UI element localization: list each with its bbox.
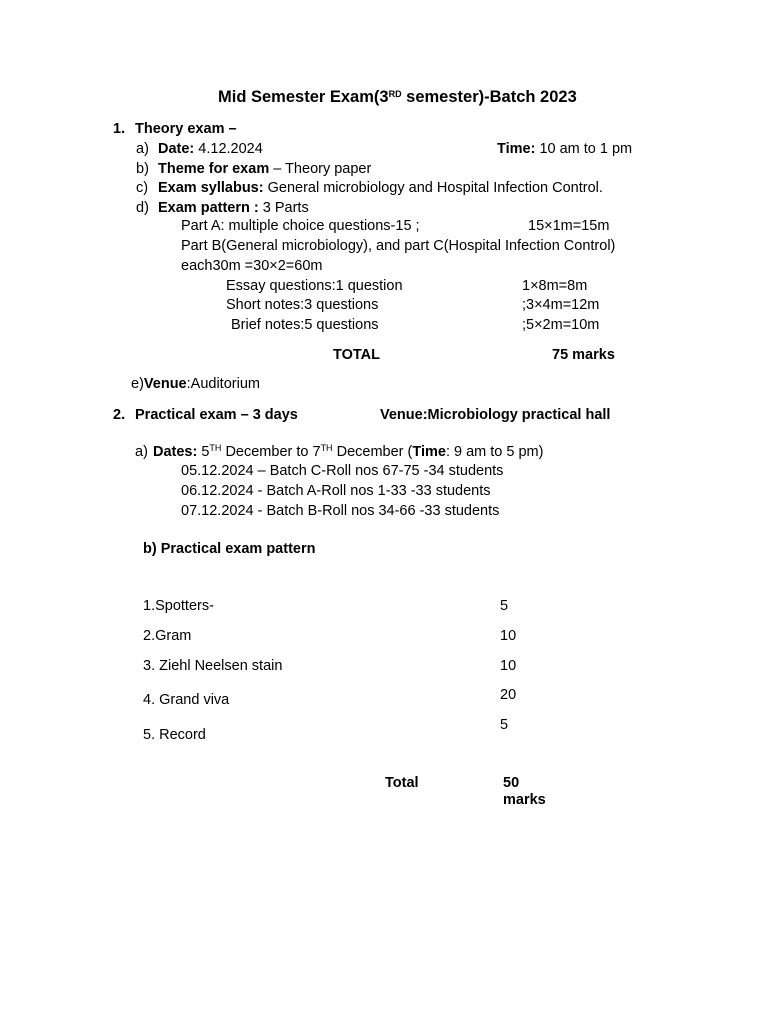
practical-dates-start: 5	[197, 444, 210, 460]
practical-dates	[153, 445, 543, 460]
brief-notes-text: Brief notes:5 questions	[231, 317, 379, 333]
theory-venue	[131, 377, 260, 392]
part-bc-line1: Part B(General microbiology), and part C(Hospital Infection Control)	[181, 238, 616, 254]
theory-theme	[158, 162, 371, 177]
page-title	[218, 89, 577, 106]
batch-line: 05.12.2024 – Batch C-Roll nos 67-75 -34 students	[181, 463, 504, 479]
pattern-item-name: 1.Spotters-	[143, 598, 214, 614]
practical-total-label: Total	[385, 775, 419, 791]
theory-pattern-marker: d)	[136, 200, 149, 216]
part-bc-line2: each30m =30×2=60m	[181, 258, 323, 274]
pattern-item-name: 4. Grand viva	[143, 692, 230, 708]
theory-time-label: Time:	[497, 141, 536, 157]
part-a-marks: 15×1m=15m	[528, 218, 610, 234]
theory-theme-marker: b)	[136, 161, 149, 177]
practical-total-value-line2: marks	[503, 792, 546, 808]
theory-date-value: 4.12.2024	[194, 141, 263, 157]
pattern-item-marks: 10	[500, 628, 517, 644]
practical-total-value-line1: 50	[503, 775, 520, 791]
theory-pattern	[158, 201, 309, 216]
practical-heading: Practical exam – 3 days	[135, 407, 298, 423]
pattern-item-marks: 5	[500, 717, 509, 733]
essay-text: Essay questions:1 question	[226, 278, 403, 294]
title-text: Mid Semester Exam(3	[218, 88, 389, 106]
theory-syllabus-marker: c)	[136, 180, 149, 196]
essay-marks: 1×8m=8m	[522, 278, 588, 294]
pattern-item-name: 3. Ziehl Neelsen stain	[143, 658, 283, 674]
title-text-rest: semester)-Batch 2023	[401, 88, 577, 106]
pattern-item-name: 5. Record	[143, 727, 206, 743]
practical-dates-end-sup: TH	[320, 443, 333, 453]
practical-time-label: Time	[412, 444, 446, 460]
theory-time-value: 10 am to 1 pm	[535, 141, 633, 157]
pattern-item-marks: 5	[500, 598, 509, 614]
practical-dates-label: Dates:	[153, 444, 198, 460]
brief-notes-marks: ;5×2m=10m	[522, 317, 600, 333]
theory-total-label: TOTAL	[333, 347, 380, 363]
theory-total-value: 75 marks	[552, 347, 615, 363]
practical-dates-marker: a)	[135, 444, 148, 460]
theory-date-label: Date:	[158, 141, 195, 157]
short-notes-marks: ;3×4m=12m	[522, 297, 600, 313]
practical-time-value: : 9 am to 5 pm)	[445, 444, 544, 460]
short-notes-text: Short notes:3 questions	[226, 297, 379, 313]
practical-venue: Venue:Microbiology practical hall	[380, 407, 611, 423]
pattern-item-name: 2.Gram	[143, 628, 192, 644]
practical-dates-mid: December to 7	[221, 444, 321, 460]
theory-venue-value: :Auditorium	[186, 376, 260, 392]
theory-date-marker: a)	[136, 141, 149, 157]
theory-syllabus	[158, 181, 603, 196]
section-number-2: 2.	[113, 407, 126, 423]
part-a-text: Part A: multiple choice questions-15 ;	[181, 218, 420, 234]
theory-heading: Theory exam –	[135, 121, 237, 137]
theory-date	[158, 142, 263, 157]
theory-venue-label: Venue	[143, 376, 187, 392]
theory-pattern-label: Exam pattern :	[158, 200, 259, 216]
practical-pattern-heading: b) Practical exam pattern	[143, 541, 316, 557]
practical-dates-after: December (	[332, 444, 413, 460]
pattern-item-marks: 20	[500, 687, 517, 703]
theory-pattern-value: 3 Parts	[258, 200, 309, 216]
batch-line: 07.12.2024 - Batch B-Roll nos 34-66 -33 students	[181, 503, 500, 519]
pattern-item-marks: 10	[500, 658, 517, 674]
theory-venue-marker: e)	[131, 376, 144, 392]
theory-theme-label: Theme for exam	[158, 161, 270, 177]
theory-time	[497, 142, 632, 157]
theory-syllabus-label: Exam syllabus:	[158, 180, 264, 196]
section-number-1: 1.	[113, 121, 126, 137]
theory-syllabus-value: General microbiology and Hospital Infection Control.	[263, 180, 603, 196]
title-superscript: RD	[388, 89, 402, 99]
theory-theme-value: – Theory paper	[269, 161, 372, 177]
practical-dates-start-sup: TH	[209, 443, 222, 453]
batch-line: 06.12.2024 - Batch A-Roll nos 1-33 -33 students	[181, 483, 491, 499]
